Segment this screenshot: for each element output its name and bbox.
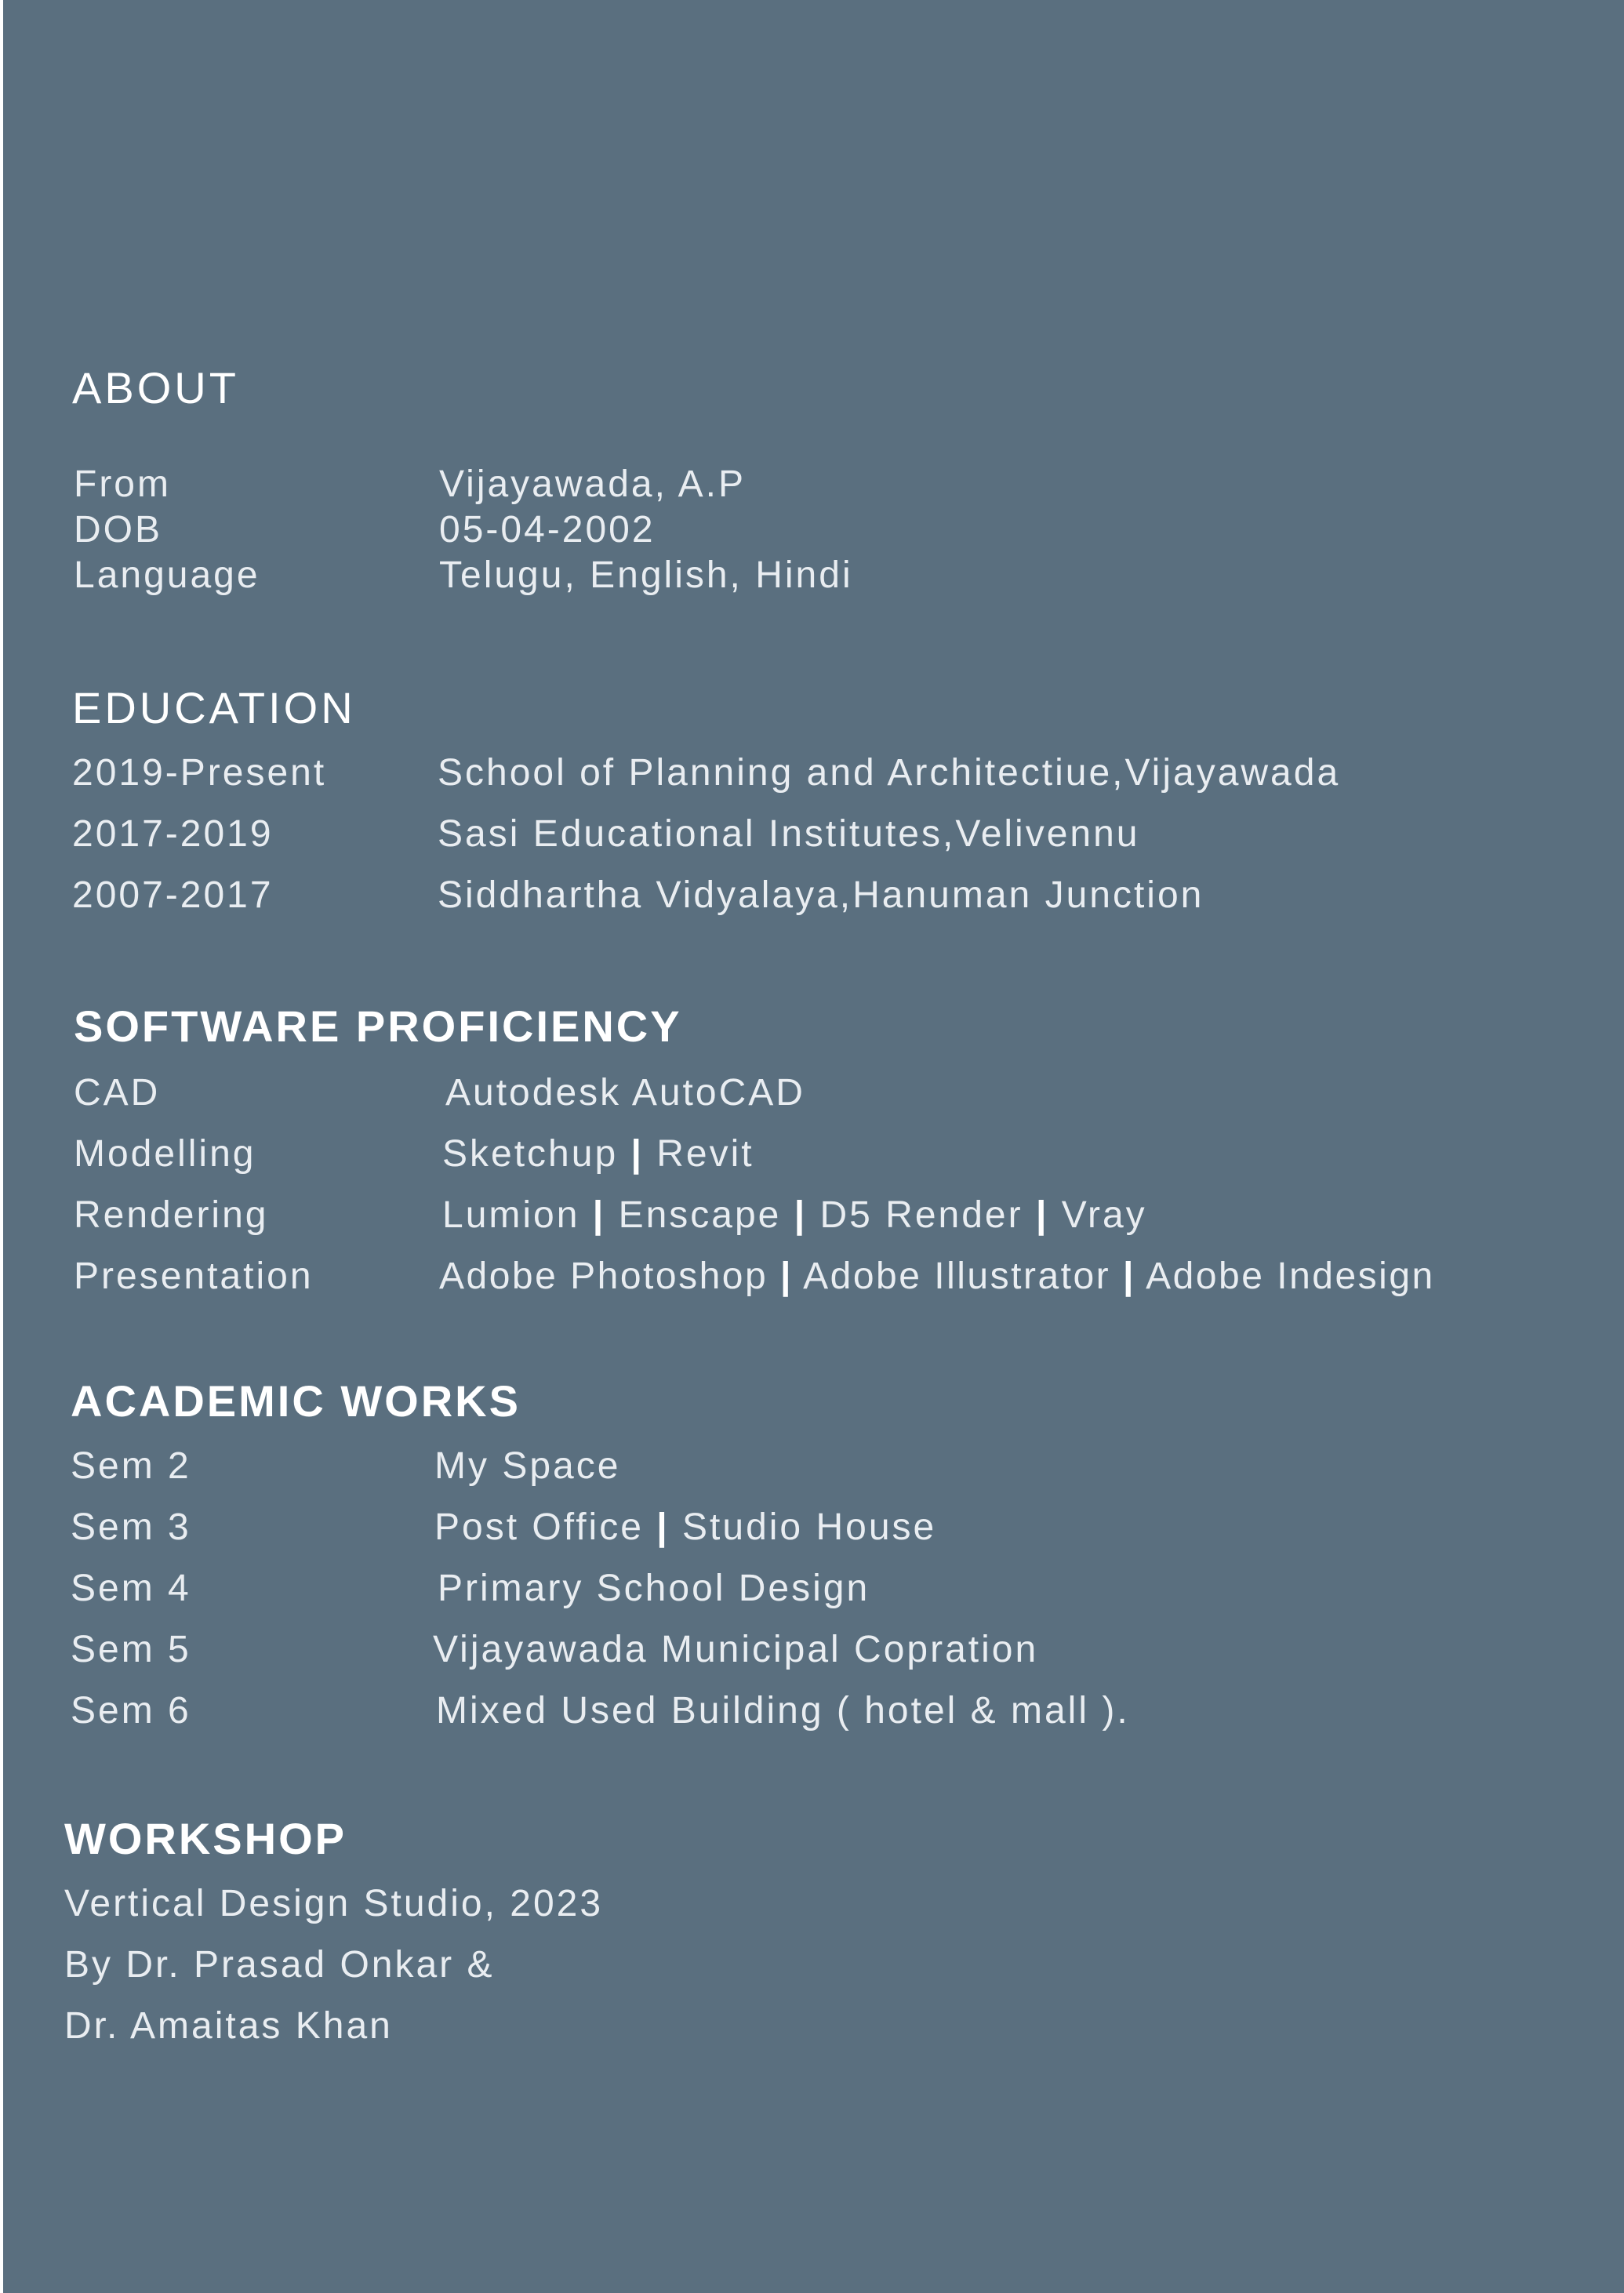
separator: | xyxy=(780,1256,793,1297)
education-years: 2019-Present xyxy=(72,752,327,794)
software-tools xyxy=(442,1194,1147,1237)
software-tools xyxy=(439,1255,1435,1298)
semester-label: Sem 4 xyxy=(71,1568,191,1609)
project-item: Post Office xyxy=(434,1506,644,1548)
software-tools xyxy=(445,1071,805,1114)
education-school: Sasi Educational Institutes,Velivennu xyxy=(438,813,1140,855)
software-item: D5 Render xyxy=(819,1194,1023,1236)
project-item: Studio House xyxy=(682,1506,937,1548)
academic-projects xyxy=(433,1628,1038,1671)
workshop-line: Dr. Amaitas Khan xyxy=(64,2005,393,2047)
software-category: Presentation xyxy=(74,1256,314,1297)
software-item: Lumion xyxy=(442,1194,580,1236)
workshop-heading: WORKSHOP xyxy=(64,1814,347,1863)
about-value: 05-04-2002 xyxy=(439,509,656,551)
separator: | xyxy=(1123,1256,1135,1297)
about-value: Telugu, English, Hindi xyxy=(439,554,853,596)
about-label: Language xyxy=(74,554,260,596)
education-school: School of Planning and Architectiue,Vijayawada xyxy=(438,752,1341,794)
workshop-line: Vertical Design Studio, 2023 xyxy=(64,1883,604,1924)
about-label: DOB xyxy=(74,509,163,551)
education-heading: EDUCATION xyxy=(72,683,356,732)
separator: | xyxy=(1035,1194,1049,1236)
about-heading: ABOUT xyxy=(72,363,239,412)
education-years: 2007-2017 xyxy=(72,874,274,916)
semester-label: Sem 3 xyxy=(71,1506,191,1548)
software-item: Adobe Illustrator xyxy=(803,1256,1111,1297)
about-value: Vijayawada, A.P xyxy=(439,463,747,505)
separator: | xyxy=(794,1194,808,1236)
separator: | xyxy=(592,1194,606,1236)
software-category: CAD xyxy=(74,1072,161,1114)
semester-label: Sem 5 xyxy=(71,1629,191,1670)
education-years: 2017-2019 xyxy=(72,813,274,855)
academic-projects xyxy=(434,1506,936,1549)
software-item: Enscape xyxy=(618,1194,782,1236)
software-item: Sketchup xyxy=(442,1133,619,1175)
academic-projects xyxy=(436,1689,1130,1732)
software-tools xyxy=(442,1132,754,1176)
software-item: Revit xyxy=(656,1133,754,1175)
semester-label: Sem 6 xyxy=(71,1690,191,1732)
software-category: Rendering xyxy=(74,1194,269,1236)
resume-page xyxy=(3,0,1624,2293)
project-item: My Space xyxy=(434,1445,621,1487)
workshop-line: By Dr. Prasad Onkar & xyxy=(64,1944,495,1986)
academic-projects xyxy=(438,1567,870,1610)
semester-label: Sem 2 xyxy=(71,1445,191,1487)
academic-heading: ACADEMIC WORKS xyxy=(71,1376,521,1426)
academic-projects xyxy=(434,1444,620,1488)
software-item: Vray xyxy=(1061,1194,1147,1236)
software-category: Modelling xyxy=(74,1133,256,1175)
project-item: Mixed Used Building ( hotel & mall ). xyxy=(436,1690,1130,1732)
project-item: Vijayawada Municipal Copration xyxy=(433,1629,1039,1670)
education-school: Siddhartha Vidyalaya,Hanuman Junction xyxy=(438,874,1204,916)
software-item: Autodesk AutoCAD xyxy=(445,1072,805,1114)
about-label: From xyxy=(74,463,171,505)
software-item: Adobe Photoshop xyxy=(439,1256,768,1297)
software-heading: SOFTWARE PROFICIENCY xyxy=(74,1001,682,1051)
software-item: Adobe Indesign xyxy=(1146,1256,1435,1297)
separator: | xyxy=(630,1133,644,1175)
project-item: Primary School Design xyxy=(438,1568,870,1609)
separator: | xyxy=(656,1506,670,1548)
